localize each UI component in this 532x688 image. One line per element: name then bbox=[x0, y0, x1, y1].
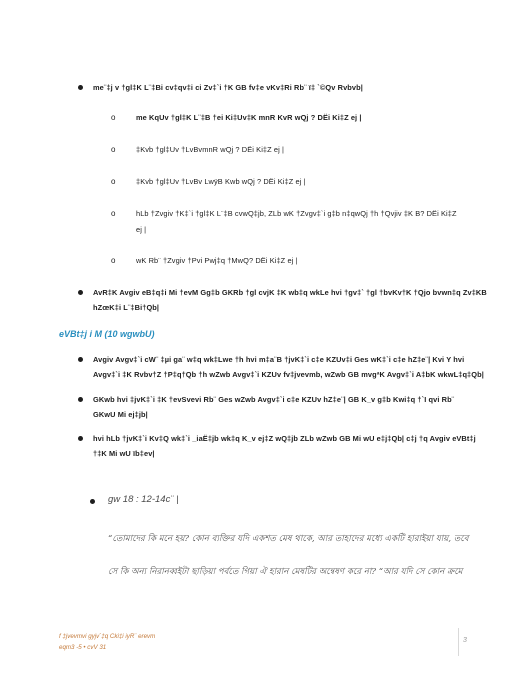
page-number: 3 bbox=[463, 637, 467, 644]
quote-line-2: সে কি অন্য নিরানব্বইটা ছাড়িয়া পর্বতে গিয়া ঐ হারান মেষটির অন্বেষণ করে না? “আর যদি সে কোন ক্রমে bbox=[108, 567, 463, 577]
scripture-reference: gw 18 : 12-14c¨ | bbox=[108, 494, 179, 505]
sub-item-1: me KqUv †gl‡K L¨‡B †ei Ki‡Uv‡K mnR KvR wQj ? DËi Ki‡Z ej | bbox=[136, 113, 362, 122]
section-item-1-line-1: Avgiv Avgv‡`i cW¨ ‡µi ga¨ w‡q wk‡Lwe †h hvi m‡a¨B †jvK‡`i c‡e KZUv‡i Ges wK‡`i c‡e hZ‡e¨| Kvi Y hvi bbox=[93, 355, 465, 364]
sub-bullet-mark: o bbox=[111, 113, 116, 122]
section-heading: eVBt‡j i M (10 wgwbU) bbox=[59, 329, 155, 339]
sub-bullet-mark: o bbox=[111, 209, 116, 218]
section-item-2-line-2: GKwU Mi ej‡jb| bbox=[93, 410, 148, 419]
section-item-2-line-1: GKwb hvi ‡jvK‡`i ‡K †evSvevi Rb¨ Ges wZwb Avgv‡`i c‡e KZUv hZ‡e¨| GB K_v g‡b Kwi‡q †`I qvi Rb¨ bbox=[93, 395, 455, 404]
sub-item-4-continued: ej | bbox=[136, 225, 147, 234]
sub-item-4: hLb †Zvgiv †K‡`i †gl‡K L¨‡B cvwQ‡jb, ZLb wK †Zvgv‡`i g‡b n‡qwQj †h †Qvjiv ‡K B? DËi Ki‡Z bbox=[136, 209, 457, 218]
bullet-dot bbox=[78, 436, 83, 441]
section-item-3-line-1: hvi hLb †jvK‡`i Kv‡Q wk‡`i _iaË‡jb wk‡q K_v ej‡Z wQ‡jb ZLb wZwb GB Mi wU e‡j‡Qb| c‡j †q Avgiv eVBt‡j bbox=[93, 434, 476, 443]
sub-item-2: ‡Kvb †gl‡Uv †LvBvmnR wQj ? DËi Ki‡Z ej | bbox=[136, 145, 285, 154]
bullet-2-line-1: AvR‡K Avgiv eB‡q‡i Mi †evM Gg‡b GKRb †gl cvjK ‡K wb‡q wkLe hvi †gv‡` †gl †bvKv†K †Qjo bvwn‡q Zv‡KB bbox=[93, 288, 487, 297]
bullet-dot bbox=[78, 290, 83, 295]
footer-subtitle: eqm3 -5 • cvV 31 bbox=[59, 644, 107, 651]
footer-divider bbox=[458, 628, 459, 656]
sub-item-5: wK Rb¨ †Zvgiv †Pvi Pwj‡q †MwQ? DËi Ki‡Z ej | bbox=[136, 256, 298, 265]
sub-bullet-mark: o bbox=[111, 256, 116, 265]
section-item-1-line-2: Avgv‡`i ‡K Rvbv†Z †P‡q†Qb †h wZwb Avgv‡`i KZUv fv‡jvevmb, wZwb GB mvgªK Avgv‡`i A‡bK wkwL‡q‡Qb| bbox=[93, 370, 484, 379]
quote-line-1: “তোমাদের কি মনে হয়? কোন ব্যক্তির যদি একশত মেষ থাকে, আর তাহাদের মধ্যে একটি হারাইয়া যায়, তবে bbox=[108, 534, 469, 544]
bullet-dot bbox=[78, 357, 83, 362]
sub-item-3: ‡Kvb †gl‡Uv †LvBv LwÿB Kwb wQj ? DËi Ki‡Z ej | bbox=[136, 177, 306, 186]
footer-title: f ‡jvevmvi gyjv`‡q Cki‡i iyR¨ erevm bbox=[59, 633, 156, 640]
bullet-1-text: me¨‡j v †gl‡K L¨‡Bi cv‡qv‡i ci Zv‡`i †K GB fv‡e vKv‡Ri Rb¨ ï‡ `©Qv Rvbvb| bbox=[93, 83, 363, 92]
sub-bullet-mark: o bbox=[111, 177, 116, 186]
bullet-dot bbox=[90, 499, 95, 504]
bullet-dot bbox=[78, 85, 83, 90]
bullet-2-line-2: hZœK‡i L¨‡Bi†Qb| bbox=[93, 303, 160, 312]
sub-bullet-mark: o bbox=[111, 145, 116, 154]
section-item-3-line-2: †‡K Mi wU ïb‡ev| bbox=[93, 449, 155, 458]
bullet-dot bbox=[78, 397, 83, 402]
